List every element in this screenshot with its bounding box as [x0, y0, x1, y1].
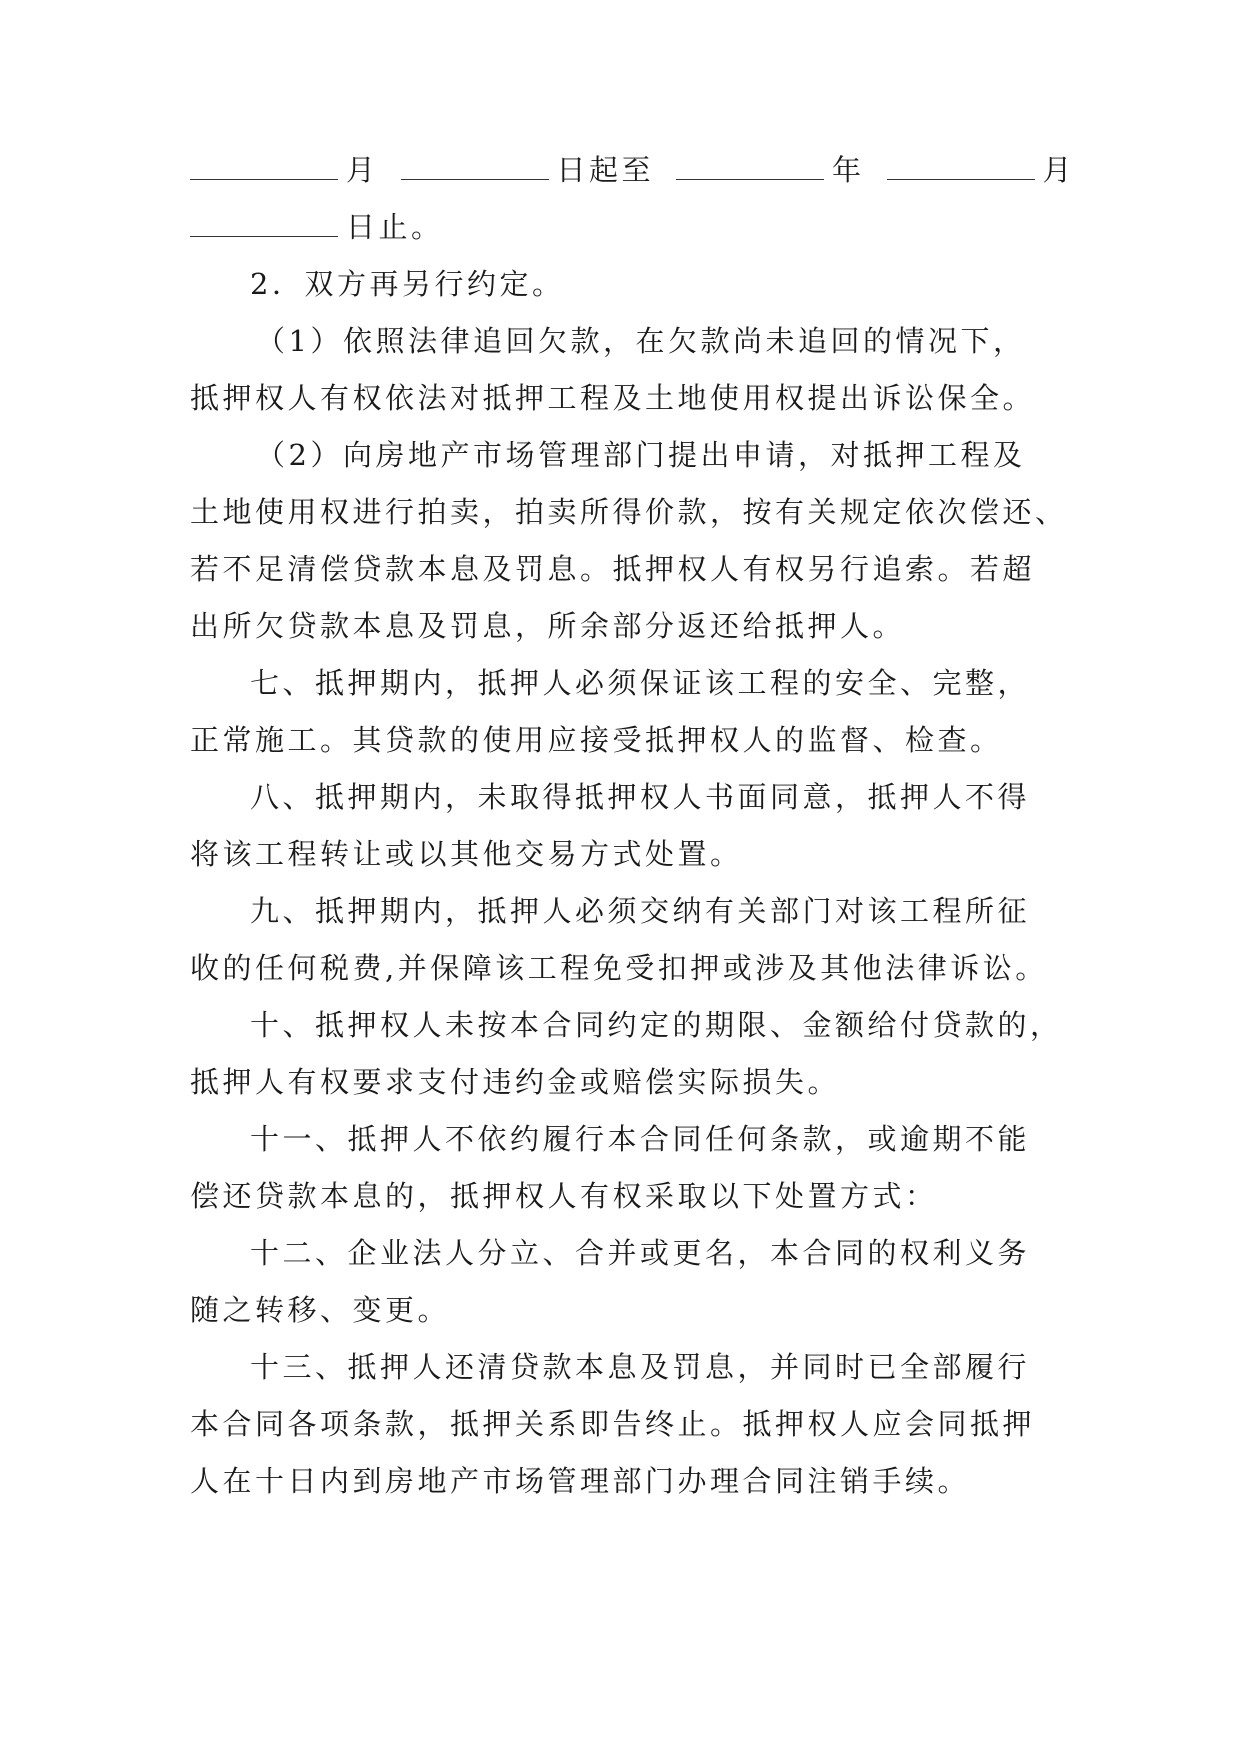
month-label: 月	[346, 153, 379, 187]
paragraph-line: 人在十日内到房地产市场管理部门办理合同注销手续。	[190, 1464, 971, 1498]
paragraph-line: 八、抵押期内，未取得抵押权人书面同意，抵押人不得	[250, 780, 1031, 814]
blank-field	[190, 210, 338, 237]
paragraph-line: 偿还贷款本息的，抵押权人有权采取以下处置方式：	[190, 1179, 938, 1213]
blank-field	[190, 153, 338, 180]
date-end-line	[190, 207, 1060, 247]
blank-field	[887, 153, 1035, 180]
paragraph-line: 收的任何税费,并保障该工程免受扣押或涉及其他法律诉讼。	[190, 951, 1048, 985]
paragraph-line: 若不足清偿贷款本息及罚息。抵押权人有权另行追索。若超	[190, 552, 1036, 586]
paragraph-line: 土地使用权进行拍卖，拍卖所得价款，按有关规定依次偿还、	[190, 495, 1068, 529]
day-start-label: 日起至	[556, 153, 655, 187]
paragraph-line: 十二、企业法人分立、合并或更名，本合同的权利义务	[250, 1236, 1031, 1270]
blank-field	[676, 153, 824, 180]
date-range-line	[190, 150, 1076, 190]
paragraph-line: 十三、抵押人还清贷款本息及罚息，并同时已全部履行	[250, 1350, 1031, 1384]
paragraph-line: （1）依照法律追回欠款，在欠款尚未追回的情况下，	[256, 324, 1026, 358]
paragraph-line: 正常施工。其贷款的使用应接受抵押权人的监督、检查。	[190, 723, 1003, 757]
year-label: 年	[832, 153, 865, 187]
day-end-label: 日止。	[346, 210, 444, 244]
paragraph-line: 2．双方再另行约定。	[250, 267, 565, 301]
paragraph-line: （2）向房地产市场管理部门提出申请，对抵押工程及	[256, 438, 1026, 472]
paragraph-line: 十、抵押权人未按本合同约定的期限、金额给付贷款的，	[250, 1008, 1063, 1042]
paragraph-line: 出所欠贷款本息及罚息，所余部分返还给抵押人。	[190, 609, 906, 643]
paragraph-line: 十一、抵押人不依约履行本合同任何条款，或逾期不能	[250, 1122, 1031, 1156]
paragraph-line: 将该工程转让或以其他交易方式处置。	[190, 837, 743, 871]
paragraph-line: 九、抵押期内，抵押人必须交纳有关部门对该工程所征	[250, 894, 1031, 928]
month-label: 月	[1042, 153, 1076, 187]
blank-field	[401, 153, 549, 180]
paragraph-line: 随之转移、变更。	[190, 1293, 451, 1327]
paragraph-line: 抵押人有权要求支付违约金或赔偿实际损失。	[190, 1065, 841, 1099]
paragraph-line: 抵押权人有权依法对抵押工程及土地使用权提出诉讼保全。	[190, 381, 1036, 415]
paragraph-line: 本合同各项条款，抵押关系即告终止。抵押权人应会同抵押	[190, 1407, 1036, 1441]
paragraph-line: 七、抵押期内，抵押人必须保证该工程的安全、完整，	[250, 666, 1031, 700]
